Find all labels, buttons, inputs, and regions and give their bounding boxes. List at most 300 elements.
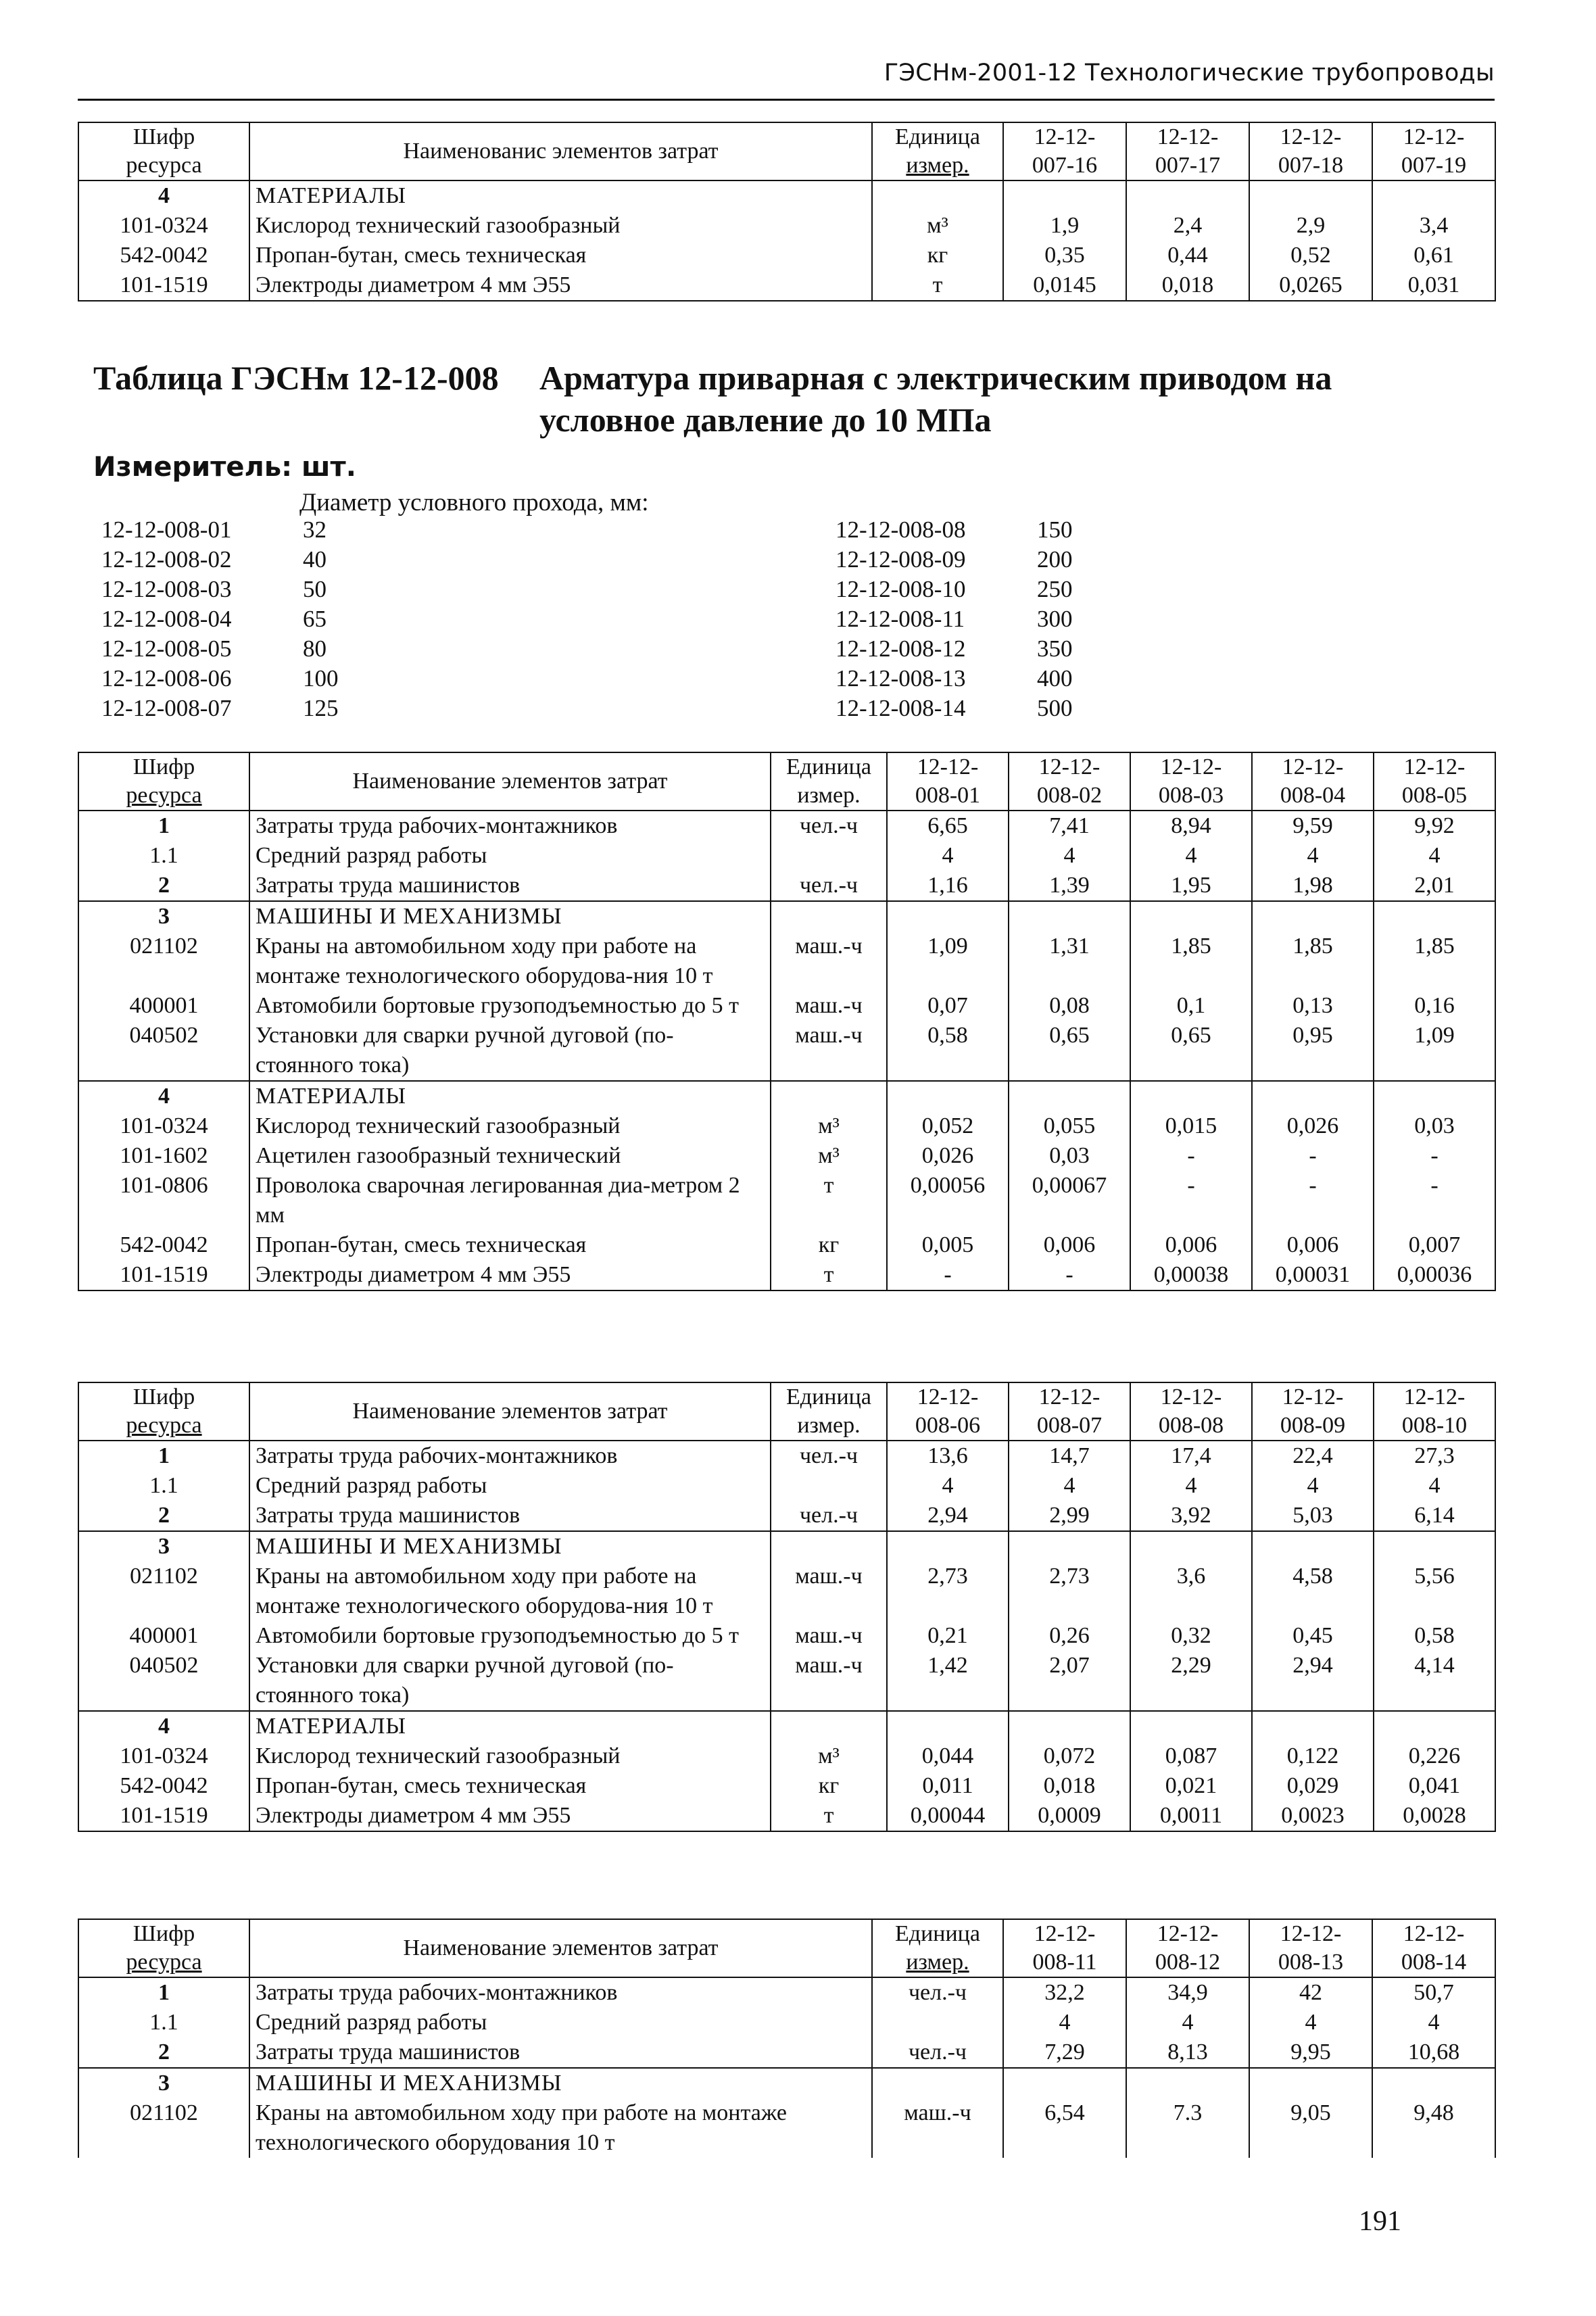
row-value: 0,58 <box>887 1021 1009 1081</box>
row-value: 7.3 <box>1126 2098 1249 2158</box>
diameter-value: 150 <box>1037 516 1073 543</box>
table-row <box>78 211 1495 241</box>
section-code: 4 <box>78 1081 249 1111</box>
header-rule <box>78 99 1495 101</box>
section-title: МАШИНЫ И МЕХАНИЗМЫ <box>249 2068 872 2098</box>
header-col: 12-12- 008-07 <box>1009 1382 1130 1441</box>
diameter-list-left <box>101 515 438 723</box>
diameter-list-right <box>836 515 1172 723</box>
row-code: 021102 <box>78 932 249 991</box>
list-item <box>836 664 1172 694</box>
row-value: 9,48 <box>1372 2098 1495 2158</box>
header-col: 12-12- 008-01 <box>887 752 1009 811</box>
row-value: 4 <box>1374 1471 1495 1501</box>
row-value: 0,005 <box>887 1230 1009 1260</box>
section-code: 4 <box>78 180 249 211</box>
row-value: 9,92 <box>1374 811 1495 841</box>
row-name: Установки для сварки ручной дуговой (по-стоянного тока) <box>249 1021 771 1081</box>
list-item <box>101 515 438 545</box>
row-value: 4 <box>1003 2008 1126 2037</box>
row-value: 0,61 <box>1372 241 1495 270</box>
header-col: 12-12- 008-03 <box>1130 752 1252 811</box>
row-value: 1,98 <box>1252 871 1374 901</box>
row-value: - <box>1252 1171 1374 1230</box>
row-unit: м³ <box>771 1741 887 1771</box>
row-value: 4,58 <box>1252 1562 1374 1621</box>
row-value: 4 <box>887 841 1009 871</box>
table-row <box>78 841 1495 871</box>
row-unit: кг <box>771 1230 887 1260</box>
row-name: Установки для сварки ручной дуговой (по-стоянного тока) <box>249 1651 771 1711</box>
section-title: МАШИНЫ И МЕХАНИЗМЫ <box>249 901 771 932</box>
row-value: 34,9 <box>1126 1977 1249 2008</box>
header-col: 12-12- 008-09 <box>1252 1382 1374 1441</box>
norm-code: 12-12-008-07 <box>101 695 232 721</box>
table-row <box>78 1471 1495 1501</box>
row-code: 1.1 <box>78 1471 249 1501</box>
norm-code: 12-12-008-09 <box>836 546 966 573</box>
row-value: 8,94 <box>1130 811 1252 841</box>
row-value: 4 <box>1009 841 1130 871</box>
row-name: Краны на автомобильном ходу при работе на монтаже технологического оборудова-ния 10 т <box>249 1562 771 1621</box>
row-value: 0,026 <box>887 1141 1009 1171</box>
row-unit: чел.-ч <box>771 1441 887 1471</box>
row-code: 1 <box>78 1977 249 2008</box>
row-value: 1,85 <box>1252 932 1374 991</box>
resource-table-008-06-10 <box>78 1382 1496 1832</box>
diameter-value: 100 <box>303 665 339 692</box>
row-name: Кислород технический газообразный <box>249 211 872 241</box>
row-value: 5,03 <box>1252 1501 1374 1531</box>
row-code: 1.1 <box>78 2008 249 2037</box>
list-item <box>101 575 438 604</box>
section-row <box>78 1711 1495 1741</box>
row-value: 0,58 <box>1374 1621 1495 1651</box>
row-value: 6,65 <box>887 811 1009 841</box>
row-code: 542-0042 <box>78 241 249 270</box>
row-unit: чел.-ч <box>872 1977 1003 2008</box>
row-value: 0,072 <box>1009 1741 1130 1771</box>
row-code: 101-1519 <box>78 1801 249 1831</box>
row-code: 101-0324 <box>78 211 249 241</box>
norm-code: 12-12-008-01 <box>101 516 232 543</box>
header-name: Наименование элементов затрат <box>249 1919 872 1977</box>
section-title: МАТЕРИАЛЫ <box>249 180 872 211</box>
header-name: Наименованис элементов затрат <box>249 122 872 180</box>
row-value: 14,7 <box>1009 1441 1130 1471</box>
header-unit: Единица измер. <box>872 1919 1003 1977</box>
row-value: 2,94 <box>887 1501 1009 1531</box>
header-col: 12-12- 008-12 <box>1126 1919 1249 1977</box>
row-unit: м³ <box>771 1141 887 1171</box>
row-value: 9,59 <box>1252 811 1374 841</box>
section-code: 3 <box>78 2068 249 2098</box>
row-value: 2,29 <box>1130 1651 1252 1711</box>
table-row <box>78 1171 1495 1230</box>
table-row <box>78 1741 1495 1771</box>
row-name: Пропан-бутан, смесь техническая <box>249 1771 771 1801</box>
header-unit: Единица измер. <box>771 1382 887 1441</box>
row-unit: м³ <box>771 1111 887 1141</box>
row-value: 0,031 <box>1372 270 1495 301</box>
row-unit: кг <box>771 1771 887 1801</box>
row-value: 2,07 <box>1009 1651 1130 1711</box>
row-value: - <box>887 1260 1009 1290</box>
diameter-value: 500 <box>1037 695 1073 721</box>
table-row <box>78 991 1495 1021</box>
header-col: 12-12- 008-04 <box>1252 752 1374 811</box>
row-code: 2 <box>78 1501 249 1531</box>
row-value: 2,9 <box>1249 211 1372 241</box>
row-value: 4 <box>1372 2008 1495 2037</box>
section-row <box>78 2068 1495 2098</box>
row-value: 7,29 <box>1003 2037 1126 2068</box>
row-value: 0,007 <box>1374 1230 1495 1260</box>
diameter-label: Диаметр условного прохода, мм: <box>299 489 649 516</box>
section-code: 4 <box>78 1711 249 1741</box>
list-item <box>101 634 438 664</box>
list-item <box>836 515 1172 545</box>
row-value: 2,01 <box>1374 871 1495 901</box>
diameter-value: 125 <box>303 695 339 721</box>
row-value: 0,029 <box>1252 1771 1374 1801</box>
row-value: 0,0265 <box>1249 270 1372 301</box>
row-value: 0,006 <box>1252 1230 1374 1260</box>
section-title: МАТЕРИАЛЫ <box>249 1081 771 1111</box>
row-value: 0,044 <box>887 1741 1009 1771</box>
header-col: 12-12- 008-10 <box>1374 1382 1495 1441</box>
row-name: Автомобили бортовые грузоподъемностью до 5 т <box>249 1621 771 1651</box>
row-value: 17,4 <box>1130 1441 1252 1471</box>
row-value: 22,4 <box>1252 1441 1374 1471</box>
row-value: 1,85 <box>1130 932 1252 991</box>
row-unit: т <box>771 1801 887 1831</box>
resource-table-007 <box>78 122 1496 301</box>
row-value: 13,6 <box>887 1441 1009 1471</box>
row-value: 0,00036 <box>1374 1260 1495 1290</box>
table-row <box>78 932 1495 991</box>
table-row <box>78 1771 1495 1801</box>
row-value: 0,07 <box>887 991 1009 1021</box>
row-value: 0,21 <box>887 1621 1009 1651</box>
header-col: 12-12- 008-08 <box>1130 1382 1252 1441</box>
row-value: 0,00067 <box>1009 1171 1130 1230</box>
row-unit: чел.-ч <box>771 871 887 901</box>
row-unit <box>872 2008 1003 2037</box>
row-code: 101-1602 <box>78 1141 249 1171</box>
row-name: Проволока сварочная легированная диа-метром 2 мм <box>249 1171 771 1230</box>
table-header-row <box>78 1382 1495 1441</box>
table-row <box>78 871 1495 901</box>
row-value: 2,94 <box>1252 1651 1374 1711</box>
resource-table-008-01-05 <box>78 752 1496 1291</box>
table-row <box>78 1977 1495 2008</box>
row-unit: м³ <box>872 211 1003 241</box>
row-value: 0,0023 <box>1252 1801 1374 1831</box>
row-name: Затраты труда рабочих-монтажников <box>249 1977 872 2008</box>
table-row <box>78 1441 1495 1471</box>
row-value: 4 <box>887 1471 1009 1501</box>
row-name: Затраты труда рабочих-монтажников <box>249 811 771 841</box>
row-value: 2,4 <box>1126 211 1249 241</box>
row-value: 4 <box>1009 1471 1130 1501</box>
row-code: 400001 <box>78 1621 249 1651</box>
row-value: - <box>1374 1141 1495 1171</box>
row-value: 0,65 <box>1130 1021 1252 1081</box>
row-value: 1,95 <box>1130 871 1252 901</box>
header-name: Наименование элементов затрат <box>249 1382 771 1441</box>
table-title: Арматура приварная с электрическим приводом на условное давление до 10 МПа <box>539 359 1332 439</box>
section-title: МАШИНЫ И МЕХАНИЗМЫ <box>249 1531 771 1562</box>
row-unit: маш.-ч <box>771 1562 887 1621</box>
diameter-value: 200 <box>1037 546 1073 573</box>
list-item <box>101 694 438 723</box>
row-name: Ацетилен газообразный технический <box>249 1141 771 1171</box>
row-value: 0,052 <box>887 1111 1009 1141</box>
table-row <box>78 1562 1495 1621</box>
header-col: 12-12- 008-14 <box>1372 1919 1495 1977</box>
table-row <box>78 241 1495 270</box>
row-name: Пропан-бутан, смесь техническая <box>249 241 872 270</box>
row-unit <box>771 1471 887 1501</box>
table-row <box>78 2098 1495 2158</box>
table-header-row <box>78 752 1495 811</box>
header-unit: Единица измер. <box>872 122 1003 180</box>
row-value: 1,31 <box>1009 932 1130 991</box>
row-name: Пропан-бутан, смесь техническая <box>249 1230 771 1260</box>
section-row <box>78 1081 1495 1111</box>
row-value: 0,08 <box>1009 991 1130 1021</box>
list-item <box>836 694 1172 723</box>
row-value: 10,68 <box>1372 2037 1495 2068</box>
row-value: 4 <box>1130 1471 1252 1501</box>
list-item <box>836 545 1172 575</box>
row-value: 0,0028 <box>1374 1801 1495 1831</box>
row-value: 4 <box>1374 841 1495 871</box>
row-code: 101-0806 <box>78 1171 249 1230</box>
row-code: 040502 <box>78 1021 249 1081</box>
row-unit: чел.-ч <box>771 811 887 841</box>
row-unit: маш.-ч <box>771 1021 887 1081</box>
table-row <box>78 811 1495 841</box>
list-item <box>836 604 1172 634</box>
header-name: Наименование элементов затрат <box>249 752 771 811</box>
norm-code: 12-12-008-11 <box>836 606 965 632</box>
row-code: 101-0324 <box>78 1111 249 1141</box>
list-item <box>101 604 438 634</box>
list-item <box>101 545 438 575</box>
table-row <box>78 2008 1495 2037</box>
row-code: 542-0042 <box>78 1230 249 1260</box>
row-value: 1,85 <box>1374 932 1495 991</box>
norm-code: 12-12-008-10 <box>836 576 966 602</box>
list-item <box>836 634 1172 664</box>
diameter-value: 400 <box>1037 665 1073 692</box>
row-code: 101-1519 <box>78 270 249 301</box>
row-unit: т <box>771 1260 887 1290</box>
row-name: Средний разряд работы <box>249 1471 771 1501</box>
row-value: - <box>1130 1141 1252 1171</box>
table-row <box>78 1501 1495 1531</box>
header-col: 12-12- 008-13 <box>1249 1919 1372 1977</box>
row-code: 2 <box>78 2037 249 2068</box>
row-value: 1,09 <box>1374 1021 1495 1081</box>
row-value: 0,122 <box>1252 1741 1374 1771</box>
row-value: 1,39 <box>1009 871 1130 901</box>
header-col: 12-12- 008-06 <box>887 1382 1009 1441</box>
norm-code: 12-12-008-12 <box>836 635 966 662</box>
row-name: Затраты труда машинистов <box>249 871 771 901</box>
row-value: 0,16 <box>1374 991 1495 1021</box>
row-name: Электроды диаметром 4 мм Э55 <box>249 1801 771 1831</box>
table-row <box>78 270 1495 301</box>
row-value: 2,73 <box>887 1562 1009 1621</box>
row-value: 4 <box>1252 841 1374 871</box>
row-value: 0,45 <box>1252 1621 1374 1651</box>
row-value: 0,011 <box>887 1771 1009 1801</box>
row-value: 0,65 <box>1009 1021 1130 1081</box>
norm-code: 12-12-008-05 <box>101 635 232 662</box>
row-name: Затраты труда машинистов <box>249 2037 872 2068</box>
row-value: 0,018 <box>1009 1771 1130 1801</box>
row-value: 0,13 <box>1252 991 1374 1021</box>
header-col: 12-12- 007-18 <box>1249 122 1372 180</box>
row-value: 0,055 <box>1009 1111 1130 1141</box>
row-unit: маш.-ч <box>872 2098 1003 2158</box>
row-value: 7,41 <box>1009 811 1130 841</box>
running-header: ГЭСНм-2001-12 Технологические трубопроводы <box>884 59 1495 87</box>
row-value: 9,05 <box>1249 2098 1372 2158</box>
row-value: 0,015 <box>1130 1111 1252 1141</box>
row-value: 0,0009 <box>1009 1801 1130 1831</box>
header-col: 12-12- 008-02 <box>1009 752 1130 811</box>
header-col: 12-12- 008-11 <box>1003 1919 1126 1977</box>
row-name: Автомобили бортовые грузоподъемностью до 5 т <box>249 991 771 1021</box>
row-unit: чел.-ч <box>872 2037 1003 2068</box>
row-value: 4 <box>1249 2008 1372 2037</box>
diameter-value: 65 <box>303 606 327 632</box>
row-code: 1.1 <box>78 841 249 871</box>
table-row <box>78 1021 1495 1081</box>
row-value: 0,041 <box>1374 1771 1495 1801</box>
row-value: 0,018 <box>1126 270 1249 301</box>
row-value: - <box>1374 1171 1495 1230</box>
row-code: 101-0324 <box>78 1741 249 1771</box>
list-item <box>836 575 1172 604</box>
row-code: 021102 <box>78 1562 249 1621</box>
row-code: 2 <box>78 871 249 901</box>
row-value: 4,14 <box>1374 1651 1495 1711</box>
row-unit: чел.-ч <box>771 1501 887 1531</box>
norm-code: 12-12-008-03 <box>101 576 232 602</box>
row-value: 1,42 <box>887 1651 1009 1711</box>
row-code: 1 <box>78 811 249 841</box>
section-row <box>78 180 1495 211</box>
row-name: Затраты труда рабочих-монтажников <box>249 1441 771 1471</box>
row-value: 5,56 <box>1374 1562 1495 1621</box>
row-value: 0,026 <box>1252 1111 1374 1141</box>
row-value: 8,13 <box>1126 2037 1249 2068</box>
row-value: 0,006 <box>1009 1230 1130 1260</box>
row-unit <box>771 841 887 871</box>
norm-code: 12-12-008-08 <box>836 516 966 543</box>
table-row <box>78 1260 1495 1290</box>
row-value: - <box>1130 1171 1252 1230</box>
table-row <box>78 2037 1495 2068</box>
row-value: 0,087 <box>1130 1741 1252 1771</box>
row-value: 4 <box>1252 1471 1374 1501</box>
row-value: 0,52 <box>1249 241 1372 270</box>
row-value: 1,16 <box>887 871 1009 901</box>
page-number: 191 <box>1359 2206 1401 2237</box>
row-value: 0,35 <box>1003 241 1126 270</box>
diameter-value: 80 <box>303 635 327 662</box>
row-unit: маш.-ч <box>771 1621 887 1651</box>
row-code: 400001 <box>78 991 249 1021</box>
section-title: МАТЕРИАЛЫ <box>249 1711 771 1741</box>
norm-code: 12-12-008-13 <box>836 665 966 692</box>
row-value: 0,226 <box>1374 1741 1495 1771</box>
norm-code: 12-12-008-02 <box>101 546 232 573</box>
row-code: 021102 <box>78 2098 249 2158</box>
diameter-value: 250 <box>1037 576 1073 602</box>
row-value: - <box>1252 1141 1374 1171</box>
row-name: Электроды диаметром 4 мм Э55 <box>249 270 872 301</box>
row-value: 6,14 <box>1374 1501 1495 1531</box>
row-unit: т <box>872 270 1003 301</box>
row-value: 32,2 <box>1003 1977 1126 2008</box>
row-code: 542-0042 <box>78 1771 249 1801</box>
row-name: Краны на автомобильном ходу при работе на монтаже технологического оборудования 10 т <box>249 2098 872 2158</box>
diameter-value: 350 <box>1037 635 1073 662</box>
header-code: Шифр ресурса <box>78 122 249 180</box>
norm-code: 12-12-008-14 <box>836 695 966 721</box>
table-row <box>78 1111 1495 1141</box>
row-value: 9,95 <box>1249 2037 1372 2068</box>
table-row <box>78 1651 1495 1711</box>
section-row <box>78 901 1495 932</box>
row-value: 0,44 <box>1126 241 1249 270</box>
row-name: Электроды диаметром 4 мм Э55 <box>249 1260 771 1290</box>
row-value: 2,99 <box>1009 1501 1130 1531</box>
row-value: 2,73 <box>1009 1562 1130 1621</box>
diameter-value: 32 <box>303 516 327 543</box>
row-code: 1 <box>78 1441 249 1471</box>
header-col: 12-12- 007-17 <box>1126 122 1249 180</box>
row-name: Средний разряд работы <box>249 841 771 871</box>
row-value: 0,95 <box>1252 1021 1374 1081</box>
row-code: 101-1519 <box>78 1260 249 1290</box>
header-col: 12-12- 008-05 <box>1374 752 1495 811</box>
table-row <box>78 1801 1495 1831</box>
row-value: 1,09 <box>887 932 1009 991</box>
row-value: 0,00038 <box>1130 1260 1252 1290</box>
row-unit: маш.-ч <box>771 1651 887 1711</box>
table-row <box>78 1141 1495 1171</box>
row-value: 4 <box>1130 841 1252 871</box>
row-value: 0,26 <box>1009 1621 1130 1651</box>
header-col: 12-12- 007-16 <box>1003 122 1126 180</box>
diameter-value: 50 <box>303 576 327 602</box>
section-code: 3 <box>78 1531 249 1562</box>
row-unit: маш.-ч <box>771 932 887 991</box>
row-value: 0,1 <box>1130 991 1252 1021</box>
row-value: 0,00031 <box>1252 1260 1374 1290</box>
row-value: - <box>1009 1260 1130 1290</box>
row-value: 27,3 <box>1374 1441 1495 1471</box>
row-value: 4 <box>1126 2008 1249 2037</box>
row-value: 0,00056 <box>887 1171 1009 1230</box>
